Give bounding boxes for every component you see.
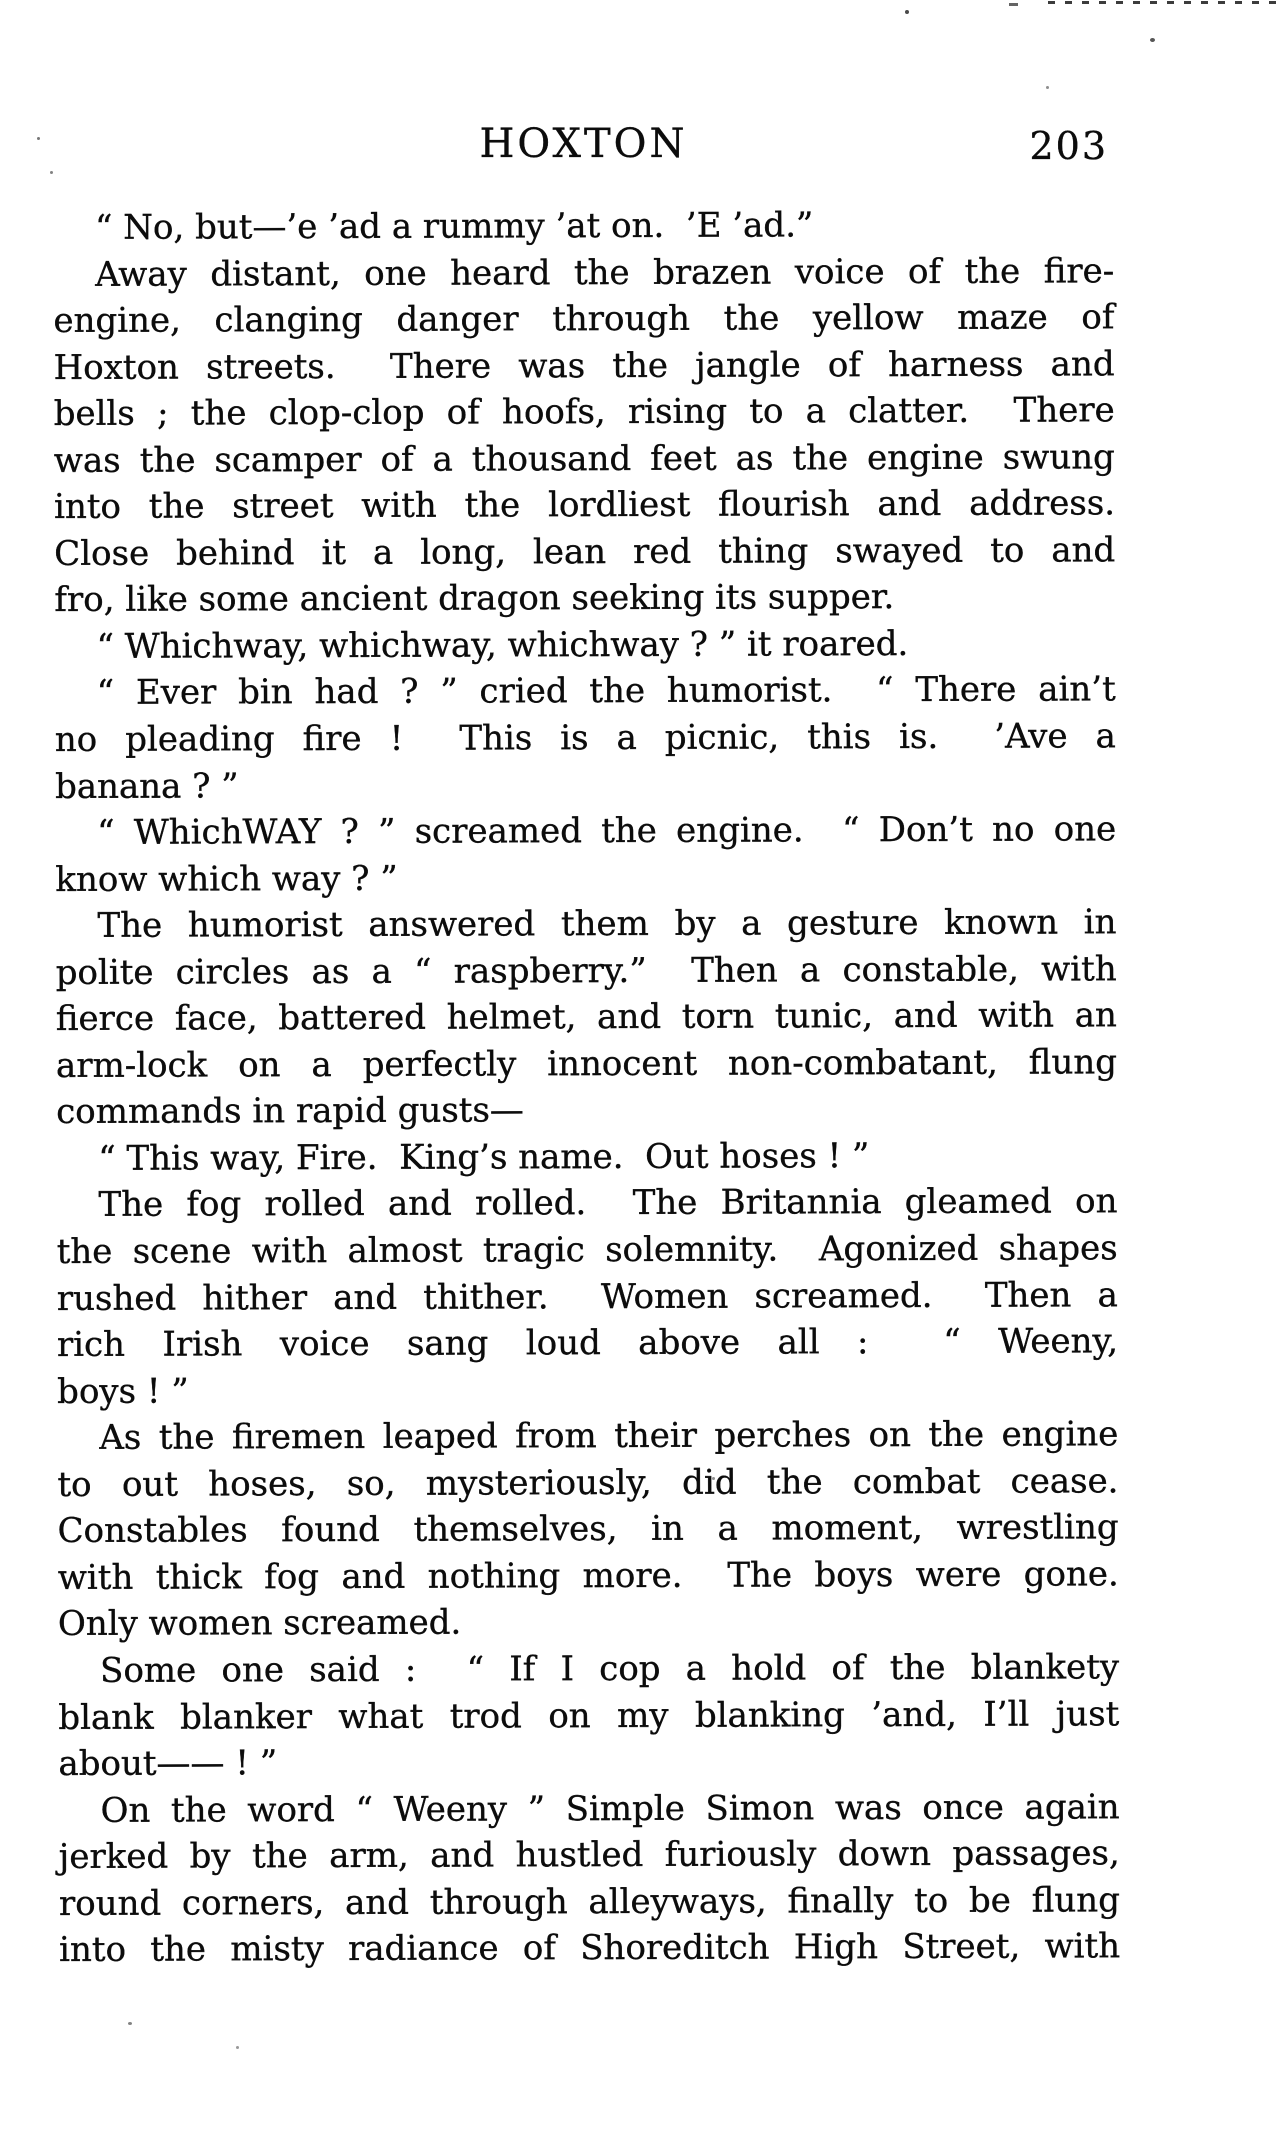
- text-line: “ This way, Fire. King’s name. Out hoses ! ”: [98, 1136, 870, 1179]
- text-line: fierce face, battered helmet, and torn tunic, and with an: [55, 995, 1117, 1040]
- text-line: The humorist answered them by a gesture known in: [97, 902, 1117, 947]
- text-line: rushed hither and thither. Women screamed. Then a: [56, 1274, 1118, 1319]
- text-line: into the misty radiance of Shoreditch High Street, with: [59, 1926, 1121, 1971]
- text-line: Hoxton streets. There was the jangle of harness and: [53, 343, 1115, 388]
- text-line: Some one said : “ If I cop a hold of the blankety: [100, 1647, 1120, 1691]
- text-line: Away distant, one heard the brazen voice of the fire-: [95, 250, 1115, 295]
- paragraph: [59, 1784, 1121, 1974]
- text-line: fro, like some ancient dragon seeking its supper.: [54, 577, 895, 621]
- text-line: boys ! ”: [57, 1371, 189, 1412]
- paragraph: [55, 667, 1116, 810]
- running-head-title: HOXTON: [479, 121, 688, 167]
- text-line: about—— ! ”: [58, 1743, 278, 1785]
- paragraph: [55, 899, 1117, 1135]
- text-line: engine, clanging danger through the yellow maze of: [53, 297, 1115, 342]
- text-line: to out hoses, so, mysteriously, did the combat cease.: [57, 1461, 1119, 1505]
- scan-noise-dash: [1009, 3, 1018, 6]
- text-line: round corners, and through alleyways, finally to be flung: [58, 1879, 1120, 1924]
- scan-speckle: [1046, 86, 1049, 89]
- text-line: polite circles as a “ raspberry.” Then a constable, with: [55, 949, 1117, 993]
- scan-speckle: [905, 10, 909, 14]
- text-line: Only women screamed.: [57, 1602, 462, 1645]
- text-line: no pleading fire ! This is a picnic, this is. ’Ave a: [54, 716, 1116, 761]
- text-line: “ WhichWAY ? ” screamed the engine. “ Don’t no one: [97, 809, 1117, 853]
- page-header: [53, 122, 1114, 166]
- paragraph: [53, 201, 1114, 251]
- text-line: blank blanker what trod on my blanking ’and, I’ll just: [58, 1693, 1120, 1738]
- paragraph: [56, 1132, 1117, 1182]
- text-line: know which way ? ”: [55, 858, 398, 900]
- text-line: bells ; the clop-clop of hoofs, rising to a clatter. There: [53, 390, 1115, 435]
- text-line: commands in rapid gusts—: [56, 1090, 524, 1133]
- text-line: banana ? ”: [54, 765, 239, 807]
- text-line: jerked by the arm, and hustled furiously down passages,: [58, 1833, 1120, 1878]
- text-line: The fog rolled and rolled. The Britannia gleamed on: [98, 1181, 1118, 1226]
- paragraph: [54, 620, 1115, 670]
- scan-speckle: [50, 171, 53, 174]
- text-line: Constables found themselves, in a moment, wrestling: [57, 1507, 1119, 1552]
- text-line: “ Whichway, whichway, whichway ? ” it roared.: [96, 623, 909, 667]
- text-line: “ Ever bin had ? ” cried the humorist. “ There ain’t: [96, 669, 1116, 714]
- paragraph: [57, 1412, 1119, 1648]
- scan-speckle: [37, 137, 40, 140]
- text-line: with thick fog and nothing more. The boys were gone.: [57, 1554, 1119, 1598]
- text-line: rich Irish voice sang loud above all : “ Weeny,: [56, 1321, 1119, 1366]
- scan-noise-dotted-line: [1048, 1, 1283, 4]
- paragraph: [58, 1644, 1119, 1787]
- scan-speckle: [1150, 38, 1155, 42]
- text-line: arm-lock on a perfectly innocent non-combatant, flung: [55, 1042, 1118, 1086]
- text-line: “ No, but—’e ’ad a rummy ’at on. ’E ’ad.”: [95, 205, 814, 248]
- text-line: into the street with the lordliest flourish and address.: [53, 483, 1116, 528]
- text-line: the scene with almost tragic solemnity. Agonized shapes: [56, 1228, 1118, 1273]
- scan-speckle: [128, 2022, 132, 2025]
- paragraph: [53, 248, 1115, 624]
- text-line: On the word “ Weeny ” Simple Simon was once again: [100, 1786, 1120, 1831]
- page-text: [53, 201, 1120, 1973]
- paragraph: [55, 806, 1116, 903]
- text-line: was the scamper of a thousand feet as the engine swung: [53, 437, 1115, 481]
- page-number: 203: [1029, 124, 1108, 168]
- text-line: Close behind it a long, lean red thing swayed to and: [54, 530, 1116, 574]
- paragraph: [56, 1179, 1118, 1415]
- scan-speckle: [236, 2046, 239, 2049]
- text-line: As the firemen leaped from their perches on the engine: [99, 1414, 1119, 1459]
